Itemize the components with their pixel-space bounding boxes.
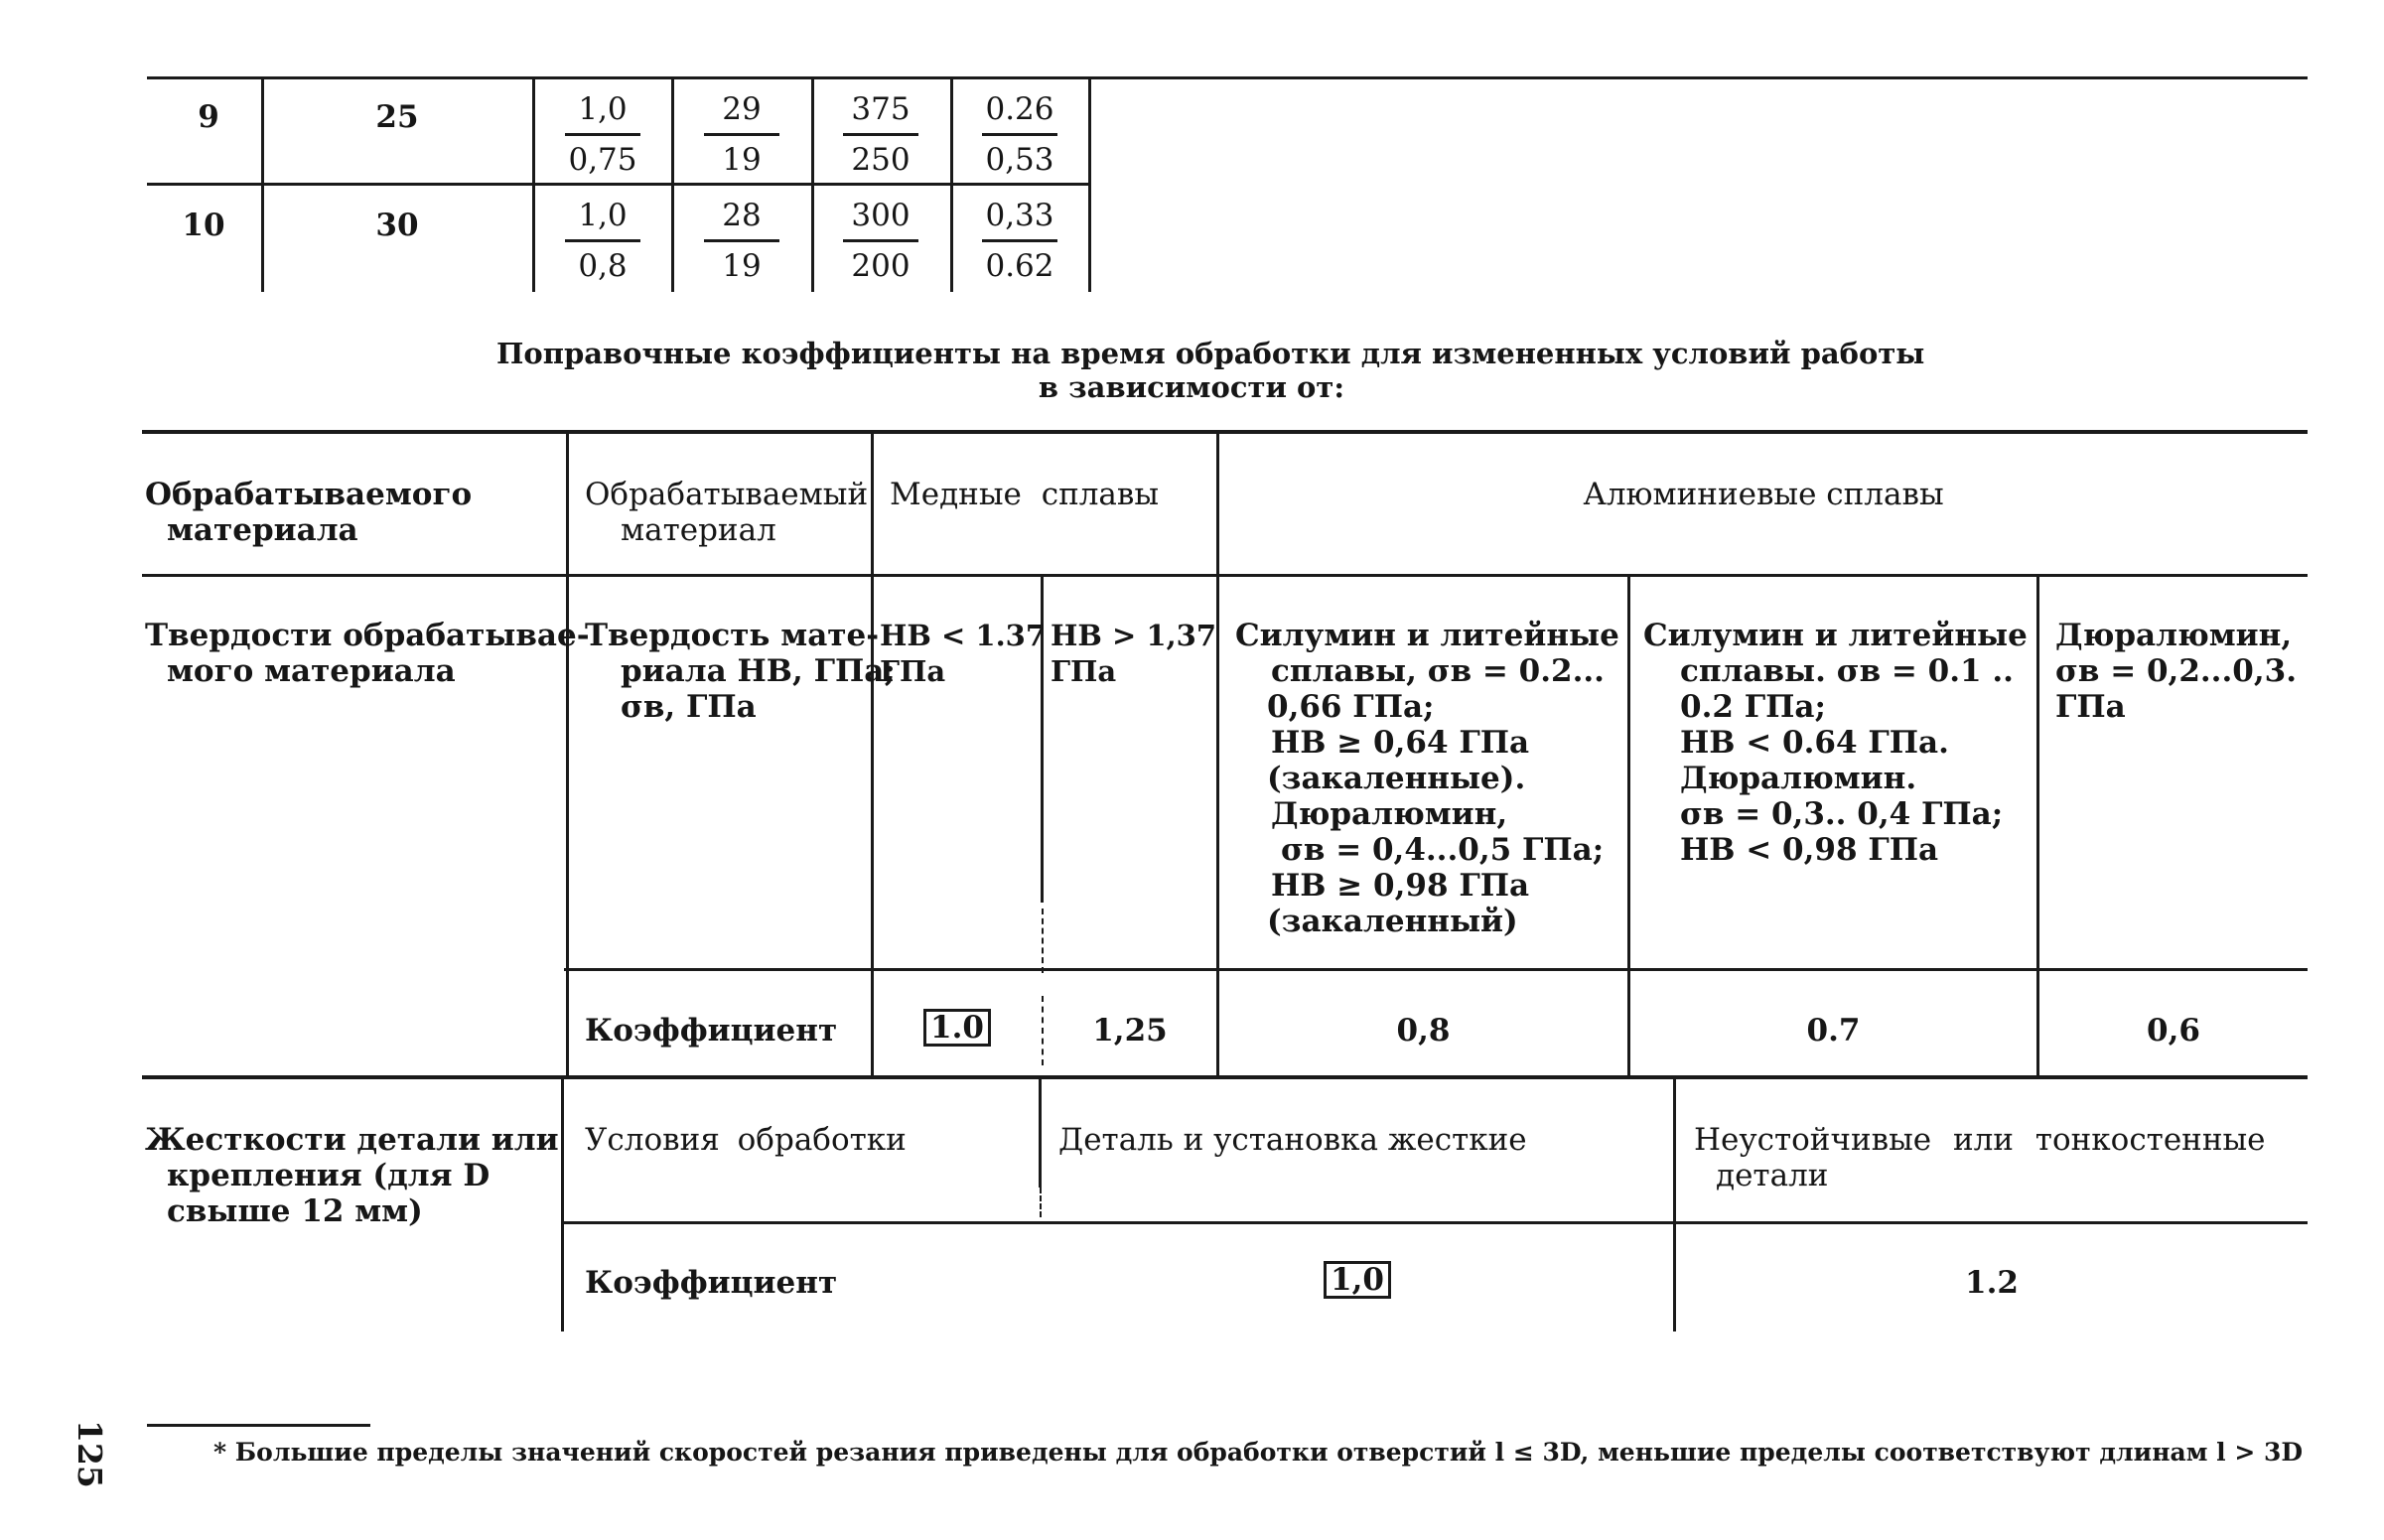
param-hardness-line: Твердость мате- — [585, 618, 880, 653]
fraction-cell — [692, 198, 791, 284]
al-col2-line: НВ < 0,98 ГПа — [1680, 832, 1939, 868]
fraction-bar — [982, 239, 1057, 242]
top-table-vline — [261, 78, 264, 292]
numerator: 0,33 — [985, 198, 1054, 233]
param-material-line: Обрабатываемый — [585, 477, 869, 512]
fraction-bar — [982, 133, 1057, 136]
table-vline-dashed — [1042, 909, 1044, 973]
table-vline — [871, 433, 874, 1078]
table-rule — [564, 968, 2308, 971]
caption-line-2: в зависимости от: — [1038, 370, 1345, 404]
al-col2-line: Дюралюмин. — [1680, 761, 1917, 796]
al-col3-line: ГПа — [2055, 689, 2126, 725]
al-col2-line: сплавы. σв = 0.1 .. — [1680, 653, 2014, 689]
row-value: 30 — [375, 208, 419, 243]
al-col3-line: σв = 0,2...0,3. — [2055, 653, 2297, 689]
header-copper-alloys: Медные сплавы — [890, 477, 1160, 512]
fraction-bar — [704, 133, 779, 136]
fraction-bar — [843, 133, 918, 136]
factor-rigidity-line: свыше 12 мм) — [167, 1193, 423, 1229]
table-vline — [566, 433, 569, 1078]
al-col1-line: (закаленный) — [1267, 904, 1518, 939]
table-rule — [564, 1221, 2308, 1224]
coef-al-col1: 0,8 — [1396, 1013, 1451, 1049]
top-table-rule-mid — [147, 183, 1090, 186]
header-aluminum-alloys: Алюминиевые сплавы — [1583, 477, 1944, 512]
numerator: 1,0 — [578, 91, 628, 127]
al-col1-line: Дюралюмин, — [1271, 796, 1508, 832]
denominator: 0.62 — [985, 248, 1054, 284]
table-vline — [2036, 575, 2039, 1078]
numerator: 0.26 — [985, 91, 1054, 127]
denominator: 0,75 — [568, 142, 637, 178]
factor-rigidity-line: Жесткости детали или — [145, 1122, 559, 1158]
denominator: 19 — [722, 248, 762, 284]
factor-hardness-line: мого материала — [167, 653, 456, 689]
numerator: 29 — [722, 91, 762, 127]
coef-al-col3: 0,6 — [2147, 1013, 2200, 1049]
al-col1-line: Силумин и литейные — [1235, 618, 1619, 653]
al-col3-line: Дюралюмин, — [2055, 618, 2293, 653]
copper-high-hardness-unit: ГПа — [1051, 654, 1117, 688]
param-material-line: материал — [621, 512, 776, 548]
denominator: 19 — [722, 142, 762, 178]
factor-material-line: материала — [167, 512, 358, 548]
footnote-rule — [147, 1424, 370, 1427]
fraction-cell — [831, 198, 930, 284]
al-col2-line: Силумин и литейные — [1643, 618, 2028, 653]
al-col1-line: 0,66 ГПа; — [1267, 689, 1435, 725]
fraction-cell — [970, 198, 1069, 284]
fraction-bar — [565, 239, 640, 242]
rigid-part-setup: Деталь и установка жесткие — [1058, 1122, 1527, 1158]
row-number: 10 — [182, 208, 225, 243]
coefficient-label: Коэффициент — [585, 1013, 838, 1049]
table-rule — [142, 574, 2308, 577]
fraction-bar — [843, 239, 918, 242]
al-col1-line: НВ ≥ 0,98 ГПа — [1271, 868, 1530, 904]
al-col1-line: НВ ≥ 0,64 ГПа — [1271, 725, 1530, 761]
table-vline — [1039, 1078, 1042, 1188]
al-col1-line: σв = 0,4...0,5 ГПа; — [1281, 832, 1605, 868]
coef-boxed-value: 1,0 — [1324, 1261, 1391, 1299]
table-rule — [142, 430, 2308, 434]
fraction-cell — [553, 91, 652, 178]
al-col2-line: 0.2 ГПа; — [1680, 689, 1826, 725]
numerator: 28 — [722, 198, 762, 233]
copper-high-hardness: НВ > 1,37 — [1051, 619, 1217, 652]
factor-hardness-line: Твердости обрабатывае- — [145, 618, 590, 653]
fraction-cell — [553, 198, 652, 284]
param-processing-conditions: Условия обработки — [585, 1122, 907, 1158]
unstable-parts-line: Неустойчивые или тонкостенные — [1694, 1122, 2266, 1158]
coef-copper-high: 1,25 — [1092, 1013, 1168, 1049]
denominator: 200 — [851, 248, 911, 284]
top-table-vline — [950, 78, 953, 292]
copper-low-hardness: НВ < 1.37 — [880, 619, 1047, 652]
fraction-cell — [831, 91, 930, 178]
fraction-cell — [692, 91, 791, 178]
al-col1-line: (закаленные). — [1267, 761, 1526, 796]
table-vline-dashed — [1040, 1188, 1042, 1217]
factor-material-line: Обрабатываемого — [145, 477, 473, 512]
page-number: 125 — [70, 1420, 109, 1488]
footnote: * Большие пределы значений скоростей резания приведены для обработки отверстий l ≤ 3D, меньшие пределы соответствуют длинам l > 3D — [213, 1438, 2304, 1467]
caption-line-1: Поправочные коэффициенты на время обработки для измененных условий работы — [496, 337, 1925, 370]
fraction-cell — [970, 91, 1069, 178]
param-hardness-line: σв, ГПа — [621, 689, 757, 725]
top-table-vline — [532, 78, 535, 292]
table-vline — [1216, 433, 1219, 1078]
al-col2-line: σв = 0,3.. 0,4 ГПа; — [1680, 796, 2004, 832]
row-value: 25 — [375, 99, 419, 135]
table-vline — [1627, 575, 1630, 1078]
denominator: 0,53 — [985, 142, 1054, 178]
top-table-rule-top — [147, 76, 2308, 79]
row-number: 9 — [198, 99, 219, 135]
top-table-vline — [671, 78, 674, 292]
coef-boxed-value: 1.0 — [923, 1009, 991, 1047]
al-col2-line: НВ < 0.64 ГПа. — [1680, 725, 1949, 761]
coef-unstable: 1.2 — [1965, 1265, 2019, 1301]
copper-low-hardness-unit: ГПа — [880, 654, 946, 688]
numerator: 375 — [851, 91, 911, 127]
fraction-bar — [565, 133, 640, 136]
coefficient-label: Коэффициент — [585, 1265, 838, 1301]
numerator: 300 — [851, 198, 911, 233]
table-vline — [561, 1078, 564, 1331]
table-rule — [142, 1075, 2308, 1079]
denominator: 0,8 — [578, 248, 628, 284]
coef-rigid — [1042, 1261, 1673, 1299]
numerator: 1,0 — [578, 198, 628, 233]
unstable-parts-line: детали — [1716, 1158, 1829, 1193]
top-table-vline — [1088, 78, 1091, 292]
al-col1-line: сплавы, σв = 0.2... — [1271, 653, 1605, 689]
coef-al-col2: 0.7 — [1806, 1013, 1861, 1049]
denominator: 250 — [851, 142, 911, 178]
fraction-bar — [704, 239, 779, 242]
param-hardness-line: риала НВ, ГПа; — [621, 653, 896, 689]
coef-copper-low — [874, 1009, 1041, 1047]
factor-rigidity-line: крепления (для D — [167, 1158, 491, 1193]
top-table-vline — [811, 78, 814, 292]
